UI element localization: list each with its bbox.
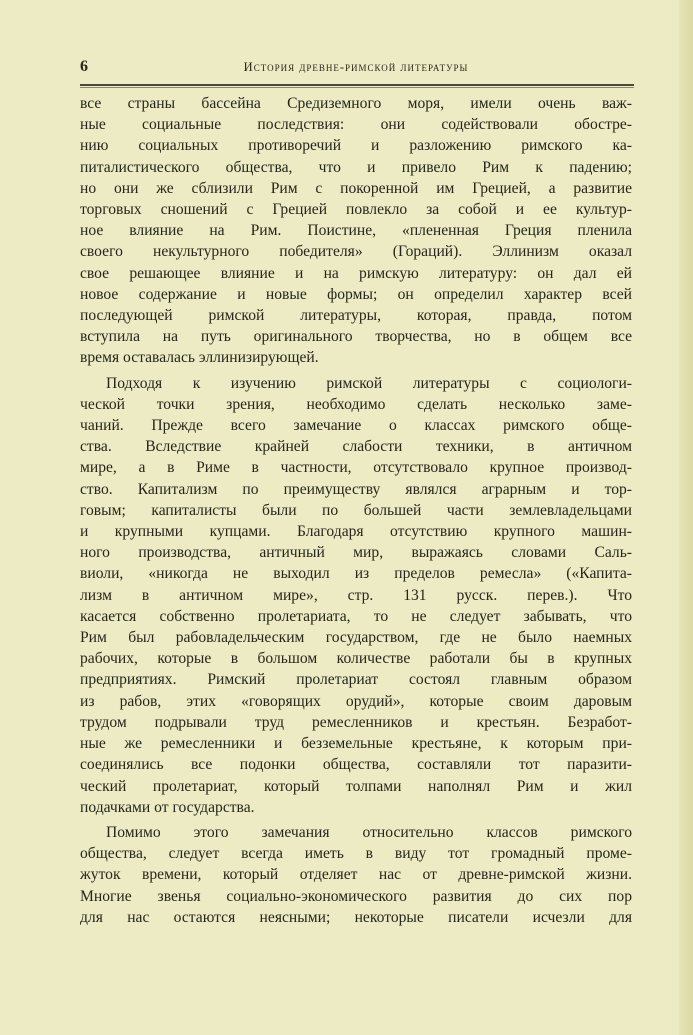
text-line: Подходя к изучению римской литературы с социологи- [106, 374, 632, 392]
text-line: ного производства, античный мир, выражаясь словами Саль- [80, 544, 632, 562]
text-line: и крупными купцами. Благодаря отсутствию крупного машин- [80, 523, 632, 541]
text-line: трудом подрывали труд ремесленников и крестьян. Безработ- [80, 713, 632, 731]
header-rule [80, 84, 634, 88]
text-line: свое решающее влияние и на римскую литературу: он дал ей [80, 264, 632, 282]
text-line: ческий пролетариат, который толпами наполнял Рим и жил [80, 777, 632, 795]
text-line: из рабов, этих «говорящих орудий», которые своим даровым [80, 692, 632, 710]
text-line: вступила на путь оригинального творчества, но в общем все [80, 328, 632, 346]
text-line: чаний. Прежде всего замечание о классах римского обще- [80, 417, 632, 435]
text-line: соединялись все подонки общества, составляли тот паразити- [80, 756, 632, 774]
text-line: Многие звенья социально-экономического развития до сих пор [80, 887, 632, 905]
page-number: 6 [80, 58, 88, 75]
text-line: общества, следует всегда иметь в виду тот громадный проме- [80, 845, 632, 863]
text-line: подачками от государства. [80, 798, 255, 816]
paragraph [80, 93, 632, 369]
text-line: Помимо этого замечания относительно классов римского [106, 823, 632, 841]
text-line: рабочих, которые в большом количестве работали бы в крупных [80, 650, 632, 668]
paragraph [80, 822, 632, 928]
text-line: питалистического общества, что и привело Рим к падению; [80, 158, 632, 176]
text-line: все страны бассейна Средиземного моря, имели очень важ- [80, 95, 632, 112]
text-line: лизм в античном мире», стр. 131 русск. перев.). Что [80, 586, 632, 604]
text-line: но они же сблизили Рим с покоренной им Грецией, а развитие [80, 179, 632, 197]
text-line: новое содержание и новые формы; он определил характер всей [80, 285, 632, 303]
text-line: мире, а в Риме в частности, отсутствовало крупное производ- [80, 459, 632, 477]
page-edge-shadow [679, 0, 693, 1035]
text-line: ные социальные последствия: они содействовали обостре- [80, 116, 632, 134]
text-line: ства. Вследствие крайней слабости техники, в античном [80, 438, 632, 456]
text-line: Рим был рабовладельческим государством, где не было наемных [80, 629, 632, 647]
paragraph [80, 373, 632, 818]
text-line: жуток времени, который отделяет нас от древне-римской жизни. [80, 866, 632, 884]
text-line: ческой точки зрения, необходимо сделать несколько заме- [80, 395, 632, 413]
text-line: время оставалась эллинизирующей. [80, 349, 319, 367]
text-line: говым; капиталисты были по большей части землевладельцами [80, 501, 632, 519]
text-line: нию социальных противоречий и разложению римского ка- [80, 137, 632, 155]
text-line: для нас остаются неясными; некоторые писатели исчезли для [80, 908, 632, 926]
text-line: ные же ремесленники и безземельные крестьяне, к которым при- [80, 735, 632, 753]
text-line: ство. Капитализм по преимуществу являлся аграрным и тор- [80, 480, 632, 498]
running-header [80, 58, 632, 78]
text-line: предприятиях. Римский пролетариат состоял главным образом [80, 671, 632, 689]
text-line: последующей римской литературы, которая, правда, потом [80, 307, 632, 325]
text-line: виоли, «никогда не выходил из пределов ремесла» («Капита- [80, 565, 632, 583]
running-title: История древне-римской литературы [243, 60, 469, 74]
text-line: ное влияние на Рим. Поистине, «плененная Греция пленила [80, 222, 632, 240]
text-line: касается собственно пролетариата, то не следует забывать, что [80, 607, 632, 625]
text-line: своего некультурного победителя» (Гораций). Эллинизм оказал [80, 243, 632, 261]
page-body [80, 93, 632, 928]
text-line: торговых сношений с Грецией повлекло за собой и ее культур- [80, 201, 632, 219]
